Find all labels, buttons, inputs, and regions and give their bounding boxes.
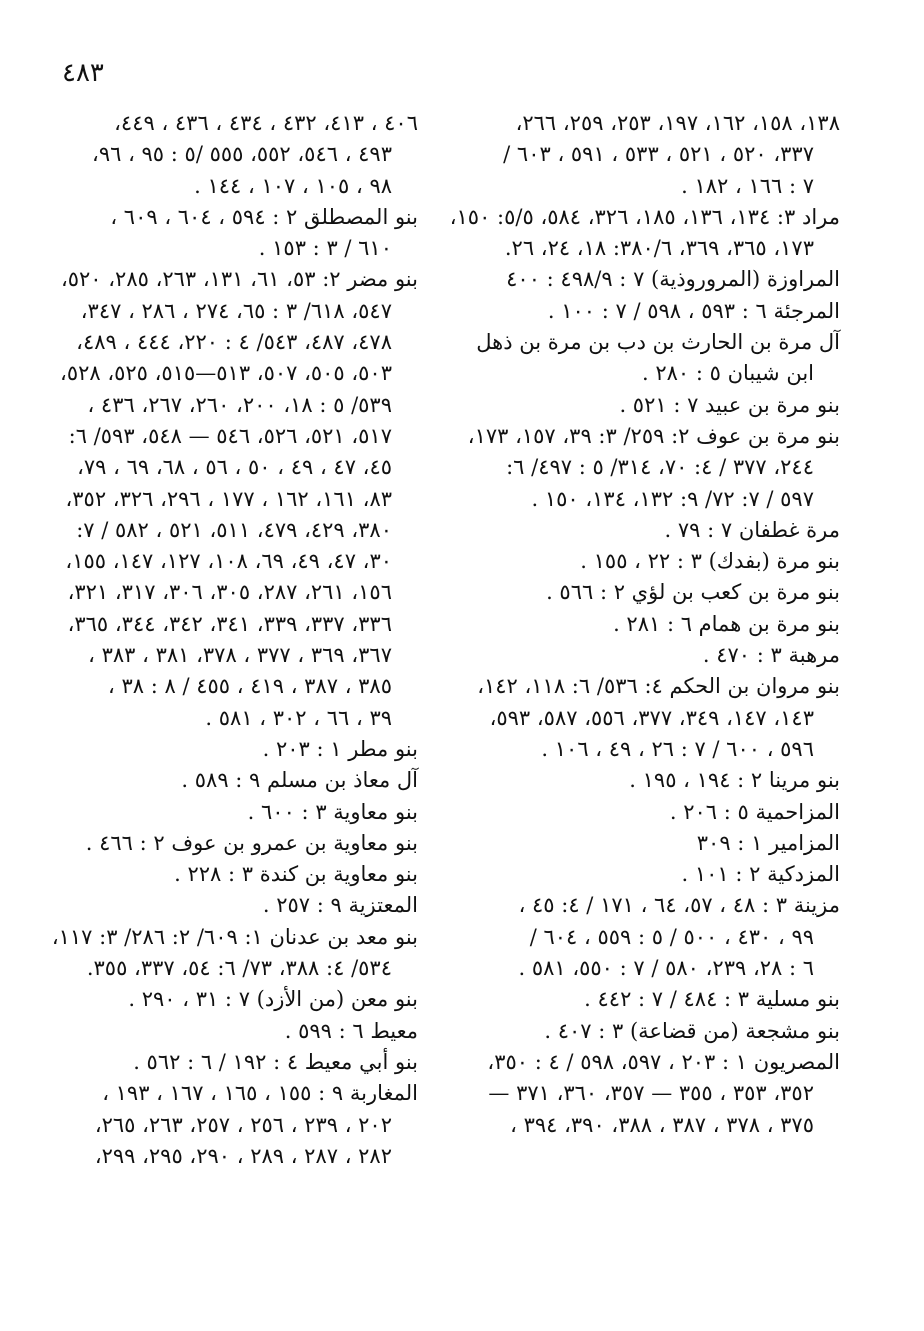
index-entry-heading-line: بنو مرة (بفدك) ٣ : ٢٢ ، ١٥٥ . [580,549,840,574]
index-entry [51,922,418,985]
index-entry-continuation-line: ٣٣٦، ٣٣٧، ٣٣٩، ٣٤١، ٣٤٢، ٣٤٤، ٣٦٥، [67,611,392,636]
index-entry [78,1016,418,1047]
index-entry [78,797,418,828]
index-entry-heading-line: بنو أبي معيط ٤ : ١٩٢ / ٦ : ٥٦٢ . [133,1049,418,1074]
index-entry-continuation-line: ٣٦٧، ٣٦٩ ، ٣٧٧ ، ٣٧٨، ٣٨١ ، ٣٨٣ ، [88,643,392,668]
index-entry [78,202,418,265]
index-entry-continuation-line: ٥٣٤/ ٤: ٣٨٨، ٧٣/ ٦: ٥٤، ٣٣٧، ٣٥٥. [86,956,392,981]
index-entry-heading-line: بنو مرة بن عبيد ٧ : ٥٢١ . [619,392,840,417]
index-entry-heading-line: بنو معد بن عدنان ١: ٦٠٩/ ٢: ٢٨٦/ ٣: ١١٧، [51,924,418,949]
index-entry [485,609,840,640]
index-entry-heading-line: بنو مرة بن عوف ٢: ٢٥٩/ ٣: ٣٩، ١٥٧، ١٧٣، [467,423,840,448]
index-entry [78,890,418,921]
index-entry [485,828,840,859]
page-number: ٤٨٣ [62,58,104,88]
index-entry-heading-line: بنو المصطلق ٢ : ٥٩٤ ، ٦٠٤ ، ٦٠٩ ، [110,204,418,229]
index-entry-heading-line: المغاربة ٩ : ١٥٥ ، ١٦٥ ، ١٦٧ ، ١٩٣ ، [102,1081,418,1106]
index-entry-heading-line: مراد ٣: ١٣٤، ١٣٦، ١٨٥، ٣٢٦، ٥٨٤، ٥/٥: ١٥٠، [449,204,840,229]
index-entry-continuation-line: ٣٠، ٤٧، ٤٩، ٦٩، ١٠٨، ١٢٧، ١٤٧، ١٥٥، [65,549,392,574]
index-entry [78,1078,418,1172]
index-entry [78,859,418,890]
index-entry-heading-line: بنو مرة بن همام ٦ : ٢٨١ . [613,611,840,636]
index-entry [485,640,840,671]
index-entry-continuation-line: ٩٩ ، ٤٣٠ ، ٥٠٠ / ٥ : ٥٥٩ ، ٦٠٤ / [529,924,814,949]
index-entry-heading-line: المراوزة (المروروذية) ٧ : ٤٩٨/٩ : ٤٠٠ [506,267,840,292]
index-entry-heading-line: بنو معاوية ٣ : ٦٠٠ . [247,799,418,824]
index-entry-heading-line: آل معاذ بن مسلم ٩ : ٥٨٩ . [181,768,418,793]
index-entry [467,421,840,515]
index-entry-heading-line: آل مرة بن الحارث بن دب بن مرة بن ذهل [476,330,840,355]
index-entry-heading-line: ١٣٨، ١٥٨، ١٦٢، ١٩٧، ٢٥٣، ٢٥٩، ٢٦٦، [515,111,840,135]
index-entry-continuation-line: ٥٩٦ ، ٦٠٠ / ٧ : ٢٦ ، ٤٩ ، ١٠٦ . [541,736,814,761]
index-entry [78,108,418,202]
index-entry [485,1047,840,1141]
index-entry [485,984,840,1015]
index-entry-heading-line: بنو مرينا ٢ : ١٩٤ ، ١٩٥ . [629,768,840,793]
index-entry [485,577,840,608]
index-entry-heading-line: المعتزية ٩ : ٢٥٧ . [262,893,418,918]
index-entry [78,1047,418,1078]
index-entry [449,202,840,265]
index-entry [476,327,840,390]
index-entry [485,797,840,828]
index-entry-heading-line: بنو معن (من الأزد) ٧ : ٣١ ، ٢٩٠ . [128,987,418,1012]
index-entry-continuation-line: ١٥٦، ٢٦١، ٢٨٧، ٣٠٥، ٣٠٦، ٣١٧، ٣٢١، [67,580,392,605]
index-entry [78,734,418,765]
index-entry [78,765,418,796]
index-entry-continuation-line: ٦١٠ / ٣ : ١٥٣ . [258,236,392,261]
index-entry [78,828,418,859]
index-entry-continuation-line: ٥٠٣، ٥٠٥، ٥٠٧، ٥١٣—٥١٥، ٥٢٥، ٥٢٨، [60,361,392,386]
index-entry-heading-line: مزينة ٣ : ٤٨ ، ٥٧، ٦٤ ، ١٧١ / ٤: ٤٥ ، [518,893,840,918]
index-entry-continuation-line: ٢٠٢ ، ٢٣٩ ، ٢٥٦ ، ٢٥٧، ٢٦٣، ٢٦٥، [94,1112,392,1137]
index-entry-continuation-line: ٤٩٣ ، ٥٤٦، ٥٥٢، ٥٥٥ /٥ : ٩٥ ، ٩٦، [92,142,392,167]
index-entry-heading-line: مرهبة ٣ : ٤٧٠ . [702,643,840,668]
index-entry-heading-line: المصريون ١ : ٢٠٣ ، ٥٩٧، ٥٩٨ / ٤ : ٣٥٠، [487,1049,840,1074]
index-entry-continuation-line: ١٤٣، ١٤٧، ٣٤٩، ٣٧٧، ٥٥٦، ٥٨٧، ٥٩٣، [489,705,814,730]
index-entry-continuation-line: ابن شيبان ٥ : ٢٨٠ . [641,361,814,386]
index-column-right [449,108,840,1141]
index-entry-heading-line: بنو مروان بن الحكم ٤: ٥٣٦/ ٦: ١١٨، ١٤٢، [477,674,840,699]
index-entry-continuation-line: ٣٥٢، ٣٥٣ ، ٣٥٥ — ٣٥٧، ٣٦٠، ٣٧١ — [488,1081,814,1106]
index-entry-heading-line: بنو معاوية بن كندة ٣ : ٢٢٨ . [174,862,418,887]
index-entry [485,546,840,577]
index-entry-heading-line: المزامير ١ : ٣٠٩ [696,830,840,855]
index-entry-continuation-line: ٧ : ١٦٦ ، ١٨٢ . [681,173,814,198]
index-entry [485,108,840,202]
index-entry-heading-line: بنو معاوية بن عمرو بن عوف ٢ : ٤٦٦ . [85,830,418,855]
index-entry [485,765,840,796]
index-entry-continuation-line: ٣٣٧، ٥٢٠ ، ٥٢١ ، ٥٣٣ ، ٥٩١ ، ٦٠٣ / [503,142,814,167]
index-entry-heading-line: بنو مسلية ٣ : ٤٨٤ / ٧ : ٤٤٢ . [584,987,840,1012]
index-entry [485,390,840,421]
index-entry [485,296,840,327]
index-entry-heading-line: معيط ٦ : ٥٩٩ . [284,1018,418,1043]
index-entry-heading-line: بنو مشجعة (من قضاعة) ٣ : ٤٠٧ . [544,1018,840,1043]
index-entry [485,890,840,984]
index-entry-heading-line: ٤٠٦ ، ٤١٣، ٤٣٢ ، ٤٣٤ ، ٤٣٦ ، ٤٤٩، [114,111,418,135]
index-entry-continuation-line: ٦ : ٢٨، ٢٣٩، ٥٨٠ / ٧ : ٥٥٠، ٥٨١ . [518,956,814,981]
index-entry-continuation-line: ٥٤٧، ٦١٨/ ٣ : ٦٥، ٢٧٤ ، ٢٨٦ ، ٣٤٧، [80,298,392,323]
index-entry-continuation-line: ٢٤٤، ٣٧٧ / ٤: ٧٠، ٣١٤/ ٥ : ٤٩٧/ ٦: [506,455,814,480]
index-entry [485,264,840,295]
index-entry [477,671,840,765]
index-entry [485,859,840,890]
index-entry-continuation-line: ٣٧٥ ، ٣٧٨ ، ٣٨٧ ، ٣٨٨، ٣٩٠، ٣٩٤ ، [510,1112,814,1137]
index-entry-heading-line: بنو مضر ٢: ٥٣، ٦١، ١٣١، ٢٦٣، ٢٨٥، ٥٢٠، [60,267,418,292]
index-entry-continuation-line: ٣٩ ، ٦٦ ، ٣٠٢ ، ٥٨١ . [205,705,392,730]
index-entry-continuation-line: ٢٨٢ ، ٢٨٧ ، ٢٨٩ ، ٢٩٠، ٢٩٥، ٢٩٩، [94,1143,392,1168]
index-entry-continuation-line: ٨٣، ١٦١، ١٦٢ ، ١٧٧ ، ٢٩٦، ٣٢٦، ٣٥٢، [65,486,392,511]
index-entry-continuation-line: ٩٨ ، ١٠٥ ، ١٠٧ ، ١٤٤ . [194,173,392,198]
index-entry-continuation-line: ٤٥، ٤٧ ، ٤٩ ، ٥٠ ، ٥٦ ، ٦٨، ٦٩ ، ٧٩، [77,455,392,480]
index-entry-continuation-line: ٤٧٨، ٤٨٧، ٥٤٣/ ٤ : ٢٢٠، ٤٤٤ ، ٤٨٩، [76,330,392,355]
index-entry-continuation-line: ٥٩٧ / ٧: ٧٢/ ٩: ١٣٢، ١٣٤، ١٥٠ . [531,486,814,511]
index-entry-continuation-line: ٣٨٠، ٤٢٩، ٤٧٩، ٥١١، ٥٢١ ، ٥٨٢ / ٧: [76,517,392,542]
index-entry-heading-line: بنو مطر ١ : ٢٠٣ . [262,736,418,761]
index-entry-heading-line: المزدكية ٢ : ١٠١ . [681,862,840,887]
index-column-left [51,108,418,1172]
index-entry-continuation-line: ١٧٣، ٣٦٥، ٣٦٩، ٣٨٠/٦: ١٨، ٢٤، ٢٦. [504,236,814,261]
index-entry-heading-line: مرة غطفان ٧ : ٧٩ . [664,517,840,542]
index-entry [485,1016,840,1047]
index-entry-continuation-line: ٣٨٥ ، ٣٨٧ ، ٤١٩ ، ٤٥٥ / ٨ : ٣٨ ، [108,674,392,699]
index-entry [485,515,840,546]
index-entry [60,264,418,733]
index-entry-heading-line: المزاحمية ٥ : ٢٠٦ . [669,799,840,824]
index-entry [78,984,418,1015]
index-entry-continuation-line: ٥٣٩/ ٥ : ١٨، ٢٠٠، ٢٦٠، ٢٦٧، ٤٣٦ ، [87,392,392,417]
index-entry-heading-line: بنو مرة بن كعب بن لؤي ٢ : ٥٦٦ . [546,580,840,605]
index-entry-heading-line: المرجئة ٦ : ٥٩٣ ، ٥٩٨ / ٧ : ١٠٠ . [547,298,840,323]
index-entry-continuation-line: ٥١٧، ٥٢١، ٥٢٦، ٥٤٦ — ٥٤٨، ٥٩٣/ ٦: [68,423,392,448]
